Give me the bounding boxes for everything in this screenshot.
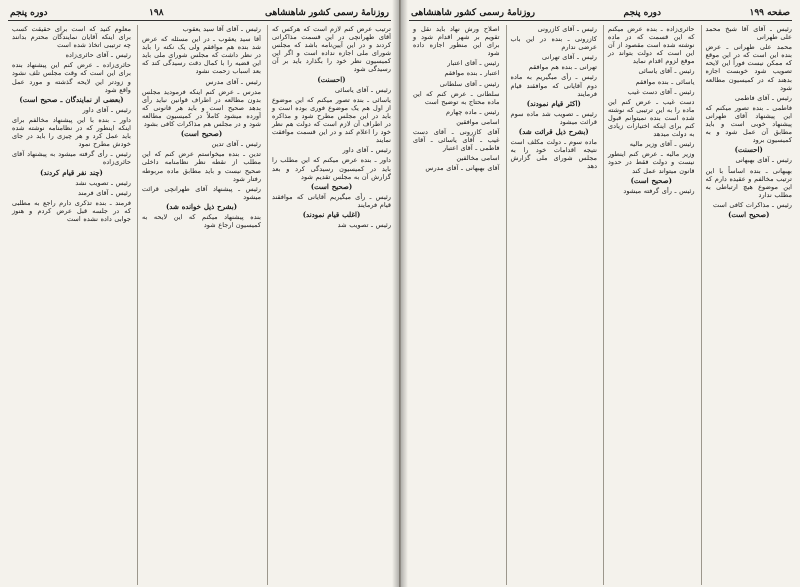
paragraph: رئیس ـ آقای حائری‌زاده	[65, 51, 131, 60]
paragraph: داور ـ بنده با این پیشنهاد مخالفم برای اینکه اینطور که در نظامنامه نوشته شده باید عمل کرد و هر چیزی را باید در جای خودش مطرح نمود	[12, 115, 131, 149]
paragraph: رئیس ـ آقای داور	[82, 105, 131, 114]
paragraph: سلطانی ـ عرض کنم که این ماده محتاج به توضیح است	[413, 89, 500, 106]
paragraph: تدین ـ بنده میخواستم عرض کنم که این مطلب از نقطه نظر نظامنامه داخلی صحیح نیست و باید مطابق ماده مربوطه رفتار شود	[142, 150, 261, 183]
paragraph: اصلاح ورش نهاد باید نقل و تقویم بر شهر اقدام شود و برای این منظور اجازه داده شود	[413, 25, 500, 58]
paragraph: (صحیح است)	[630, 175, 672, 185]
paragraph: (اغلب قیام نمودند)	[302, 209, 361, 219]
left-header-left: دوره پنجم	[10, 8, 48, 18]
paragraph: رئیس ـ آقای یاسائی	[335, 85, 391, 94]
paragraph: حائری‌زاده ـ بنده عرض میکنم که این قسمت که در ماده نوشته شده است مقصود از آن این است که دولت بتواند در موقع لزوم اقدام نماید	[608, 25, 695, 66]
paragraph: اسامی موافقین	[456, 117, 500, 126]
paragraph: آقای کازرونی ـ آقای دست غیب ـ آقای یاسائی ـ آقای فاطمی ـ آقای اعتبار	[413, 128, 500, 153]
paragraph: ترتیب عرض کنم لازم است که هرکس که آقای طهرانچی در این قسمت مذاکراتی کردند و در این آیین‌نامه باشد که مجلس شورای ملی اجازه نداده است و اگر این کمیسیون نظر خود را بگذارد باید بر آن رسیدگی شود	[272, 25, 391, 74]
paragraph: فرمند ـ بنده تذکری دارم راجع به مطلبی که در جلسه قبل عرض کردم و هنوز جوابی داده نشده است	[12, 198, 131, 223]
paragraph: (احسنت)	[734, 145, 763, 155]
right-header-right: صفحه ۱۹۹	[749, 8, 790, 18]
paragraph: یاسائی ـ بنده تصور میکنم که این موضوع از اول هم یک موضوع فوری بوده است و باید در این مجلس مطرح شود و مذاکره در اطراف آن لازم است که دولت هم نظر خود را اعلام کند و در این قسمت موافقت نمایند	[272, 95, 391, 145]
paragraph: رئیس ـ آقای فاطمی	[734, 93, 792, 102]
right-column-2	[603, 25, 695, 585]
right-column-1	[701, 25, 793, 585]
paragraph: فاطمی ـ بنده تصور میکنم که این پیشنهاد آقای طهرانی پیشنهاد خوبی است و باید مطابق آن عمل شود و به کمیسیون برود	[705, 103, 792, 145]
right-header-left: روزنامهٔ رسمی کشور شاهنشاهی	[411, 8, 535, 18]
right-page-columns	[409, 25, 792, 585]
paragraph: (بشرح ذیل خوانده شد)	[165, 201, 238, 211]
paragraph: رئیس ـ تصویب نشد	[75, 178, 131, 187]
paragraph: (صحیح است)	[728, 209, 770, 219]
paragraph: یاسائی ـ بنده موافقم	[635, 77, 695, 86]
paragraph: رئیس ـ آقای تدین	[211, 140, 261, 149]
paragraph: آقا سید یعقوب ـ در این مسئله که عرض شد بنده هم موافقم ولی یک نکته را باید در نظر داشت که مجلس شورای ملی باید این قضیه را با کمال دقت رسیدگی کند که بعد اسباب زحمت نشود	[142, 35, 261, 76]
right-column-4	[409, 25, 500, 585]
paragraph: رئیس ـ آقای مدرس	[205, 77, 261, 86]
paragraph: رئیس ـ آقای تهرانی	[542, 53, 597, 62]
paragraph: رئیس ـ تصویب شد ماده سوم قرائت میشود	[510, 109, 597, 126]
paragraph: (چند نفر قیام کردند)	[40, 167, 103, 177]
paragraph: (بشرح ذیل قرائت شد)	[518, 127, 589, 137]
paragraph: ماده سوم ـ دولت مکلف است نتیجه اقدامات خود را به مجلس شورای ملی گزارش دهد	[510, 138, 597, 171]
paragraph: رئیس ـ آقای بهبهانی	[735, 156, 792, 165]
left-column-3	[8, 25, 131, 585]
paragraph: رئیس ـ آقای اعتبار	[447, 59, 500, 68]
paragraph: (صحیح است)	[310, 181, 353, 191]
paragraph: بنده پیشنهاد میکنم که این لایحه به کمیسیون ارجاع شود	[142, 212, 261, 230]
paragraph: اعتبار ـ بنده موافقم	[444, 69, 500, 78]
right-header-center: دوره پنجم	[623, 8, 662, 18]
paragraph: رئیس ـ آقای آقا سید یعقوب	[182, 25, 261, 33]
paragraph: رئیس ـ آقای سلطانی	[439, 79, 500, 88]
left-header-page-number: ۱۹۸	[149, 8, 164, 18]
paragraph: محمد علی طهرانی ـ عرض بنده این است که در این موقع که ممکن نیست فوراً این لایحه تصویب شود خوبست اجازه بدهند که در کمیسیون مطالعه شود	[705, 43, 792, 92]
paragraph: رئیس ـ آقای دست غیب	[627, 87, 695, 96]
paragraph: (اکثر قیام نمودند)	[526, 98, 581, 108]
paragraph: رئیس ـ مذاکرات کافی است	[712, 200, 792, 209]
paragraph: (صحیح است)	[180, 129, 223, 139]
paragraph: رئیس ـ تصویب شد	[337, 221, 391, 230]
right-column-3	[506, 25, 598, 585]
paragraph: رئیس ـ رأی گرفته میشود به پیشنهاد آقای حائری‌زاده	[12, 150, 131, 167]
paragraph: رئیس ـ پیشنهاد آقای طهرانچی قرائت میشود	[142, 184, 261, 201]
paragraph: (احسنت)	[317, 74, 346, 84]
left-page-columns	[8, 25, 391, 585]
paragraph: حائری‌زاده ـ عرض کنم این پیشنهاد بنده برای این است که وقت مجلس تلف نشود و زودتر این لایحه گذشته و مورد عمل واقع شود	[12, 61, 131, 94]
paragraph: مدرس ـ عرض کنم اینکه فرمودید مجلس بدون مطالعه در اطراف قوانین نباید رأی بدهد صحیح است و باید هر قانونی که آورده میشود کاملاً در کمیسیون مطالعه شود و در مجلس هم مذاکرات کافی بشود	[142, 87, 261, 129]
paragraph: داور ـ بنده عرض میکنم که این مطلب را باید در کمیسیون رسیدگی کرد و بعد گزارش آن به مجلس تقدیم شود	[272, 156, 391, 181]
paragraph: رئیس ـ آقای یاسائی	[638, 67, 695, 76]
paragraph: رئیس ـ ماده چهارم	[446, 107, 500, 116]
left-column-1	[267, 25, 391, 585]
paragraph: وزیر مالیه ـ عرض کنم اینطور نیست و دولت فقط در حدود قانون میتواند عمل کند	[608, 150, 695, 175]
paragraph: تهرانی ـ بنده هم موافقم	[528, 63, 597, 72]
paragraph: معلوم کنید که است برای حقیقت کسب برای اینکه آقایان نمایندگان محترم بدانند چه ترتیبی اتخاذ شده است	[12, 25, 131, 50]
paragraph: رئیس ـ آقای داور	[342, 146, 391, 155]
paragraph: رئیس ـ آقای آقا شیخ محمد علی طهرانی	[705, 25, 792, 42]
paragraph: بهبهانی ـ بنده اساساً با این ترتیب مخالفم و عقیده دارم که این موضوع هیچ ارتباطی به مطلب ندارد	[705, 166, 792, 199]
paragraph: آقای بهبهانی ـ آقای مدرس	[425, 164, 500, 173]
paragraph: کازرونی ـ بنده در این باب عرضی ندارم	[510, 35, 597, 52]
paragraph: رئیس ـ آقای فرمند	[77, 188, 131, 197]
paragraph: رئیس ـ رأی میگیریم به ماده دوم آقایانی که موافقند قیام فرمایند	[510, 73, 597, 98]
paragraph: (بعضی از نمایندگان ـ صحیح است)	[19, 94, 124, 104]
right-page	[400, 0, 800, 587]
left-header-right: روزنامهٔ رسمی کشور شاهنشاهی	[265, 8, 389, 18]
left-page-header	[8, 6, 391, 21]
paragraph: رئیس ـ رأی میگیریم آقایانی که موافقند قیام فرمایند	[272, 192, 391, 209]
paragraph: دست غیب ـ عرض کنم این ماده را به این ترتیبی که نوشته شده است بنده نمیتوانم قبول کنم برای اینکه اختیارات زیادی به دولت میدهد	[608, 97, 695, 139]
left-column-2	[137, 25, 261, 585]
right-page-header	[409, 6, 792, 21]
paragraph: اسامی مخالفین	[456, 154, 500, 163]
book-gutter-shadow	[392, 0, 408, 587]
paragraph: رئیس ـ آقای وزیر مالیه	[629, 140, 695, 149]
paragraph: رئیس ـ آقای کازرونی	[537, 25, 597, 33]
paragraph: رئیس ـ رأی گرفته میشود	[623, 186, 695, 195]
